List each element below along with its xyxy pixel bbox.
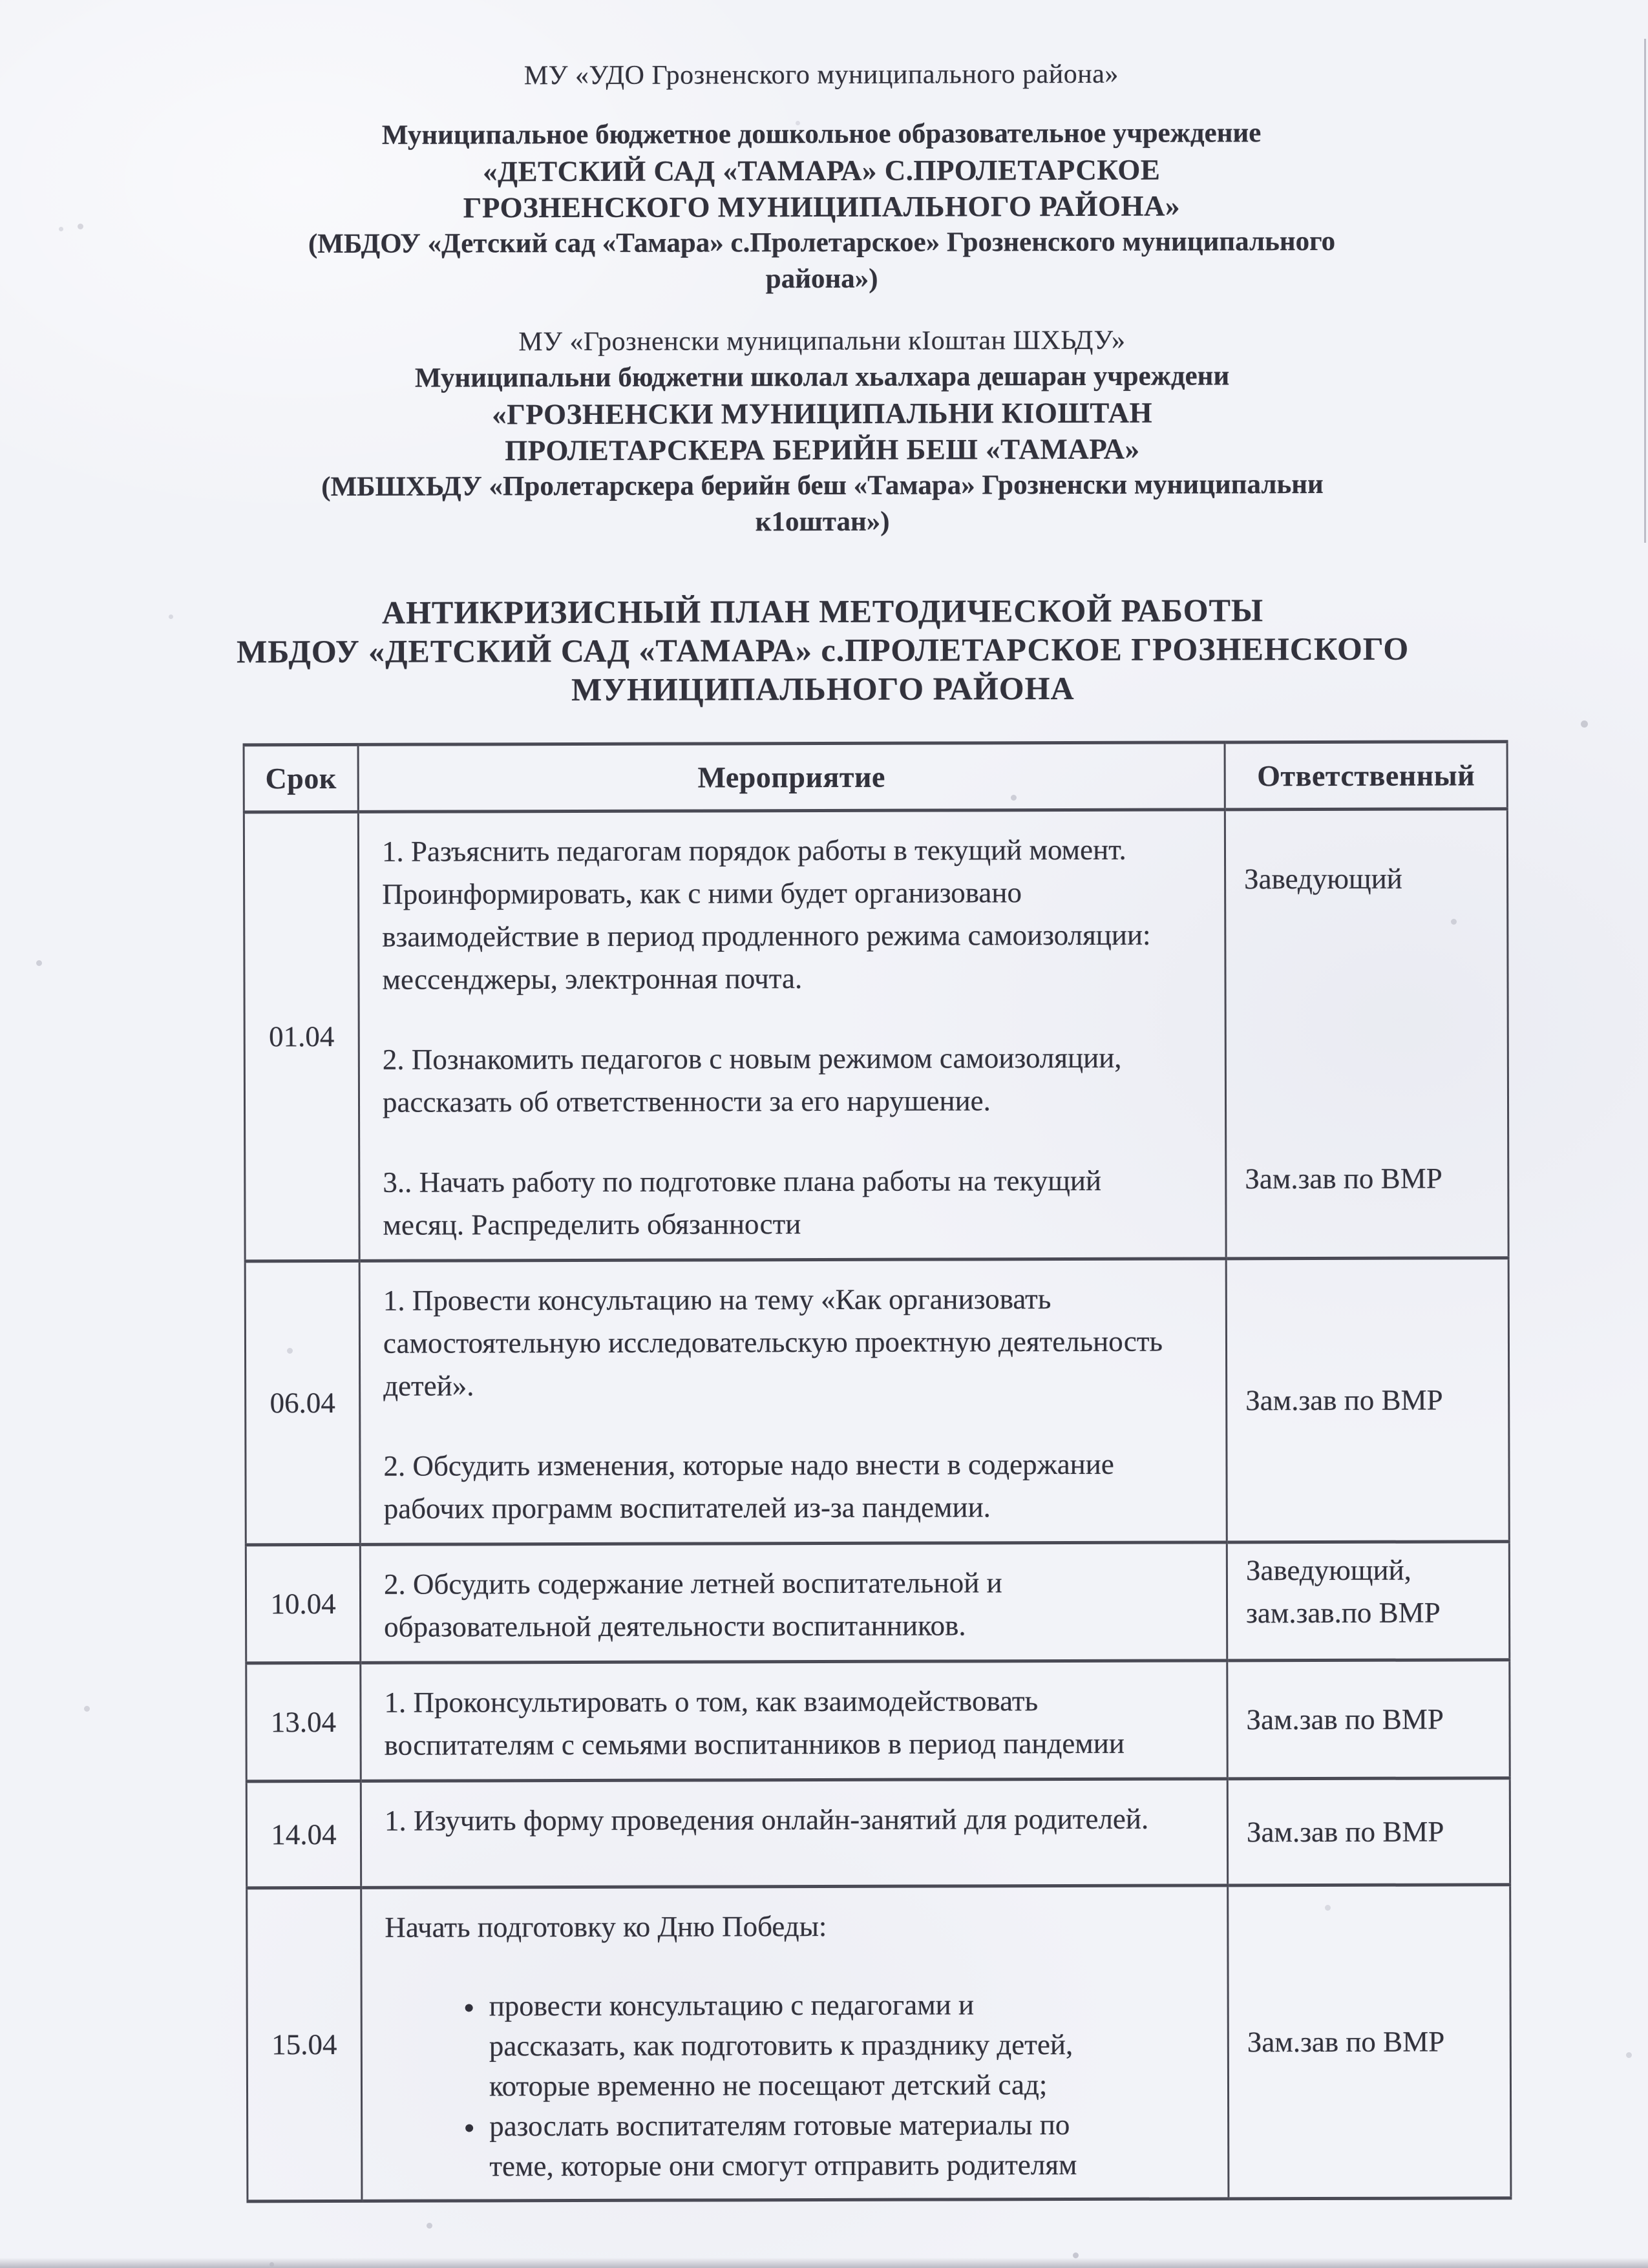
- title-line-3: МУНИЦИПАЛЬНОГО РАЙОНА: [571, 669, 1075, 708]
- activity-item: 1. Провести консультацию на тему «Как организовать самостоятельную исследовательскую проектную деятельность детей».: [383, 1283, 1163, 1402]
- org-name-caps-2: ГРОЗНЕНСКОГО МУНИЦИПАЛЬНОГО РАЙОНА»: [463, 189, 1181, 224]
- date-cell: 10.04: [246, 1544, 360, 1663]
- date-cell: 15.04: [247, 1887, 362, 2201]
- title-line-2: МБДОУ «ДЕТСКИЙ САД «ТАМАРА» с.ПРОЛЕТАРСКОЕ ГРОЗНЕНСКОГО: [237, 630, 1410, 670]
- responsible-cell: [1227, 1660, 1510, 1779]
- table-header-row: [244, 742, 1507, 812]
- activity-item: 2. Познакомить педагогов с новым режимом самоизоляции, рассказать об ответственности за его нарушение.: [382, 1041, 1122, 1118]
- activity-cell: [361, 1779, 1227, 1888]
- activity-item: 3.. Начать работу по подготовке плана работы на текущий месяц. Распределить обязанности: [383, 1164, 1102, 1241]
- responsible-cell: [1227, 1542, 1509, 1661]
- responsible-cell: [1225, 809, 1508, 1259]
- table-row: [246, 1660, 1510, 1781]
- table-row: [245, 1258, 1509, 1545]
- org-name-caps-1-che: «ГРОЗНЕНСКИ МУНИЦИПАЛЬНИ КIОШТАН: [492, 396, 1153, 431]
- date-cell: 14.04: [246, 1781, 361, 1887]
- column-header-activity: Мероприятие: [358, 742, 1225, 812]
- responsible-name: Зам.зав по ВМР: [1245, 1383, 1443, 1417]
- activity-bullet: • провести консультацию с педагогами и рассказать, как подготовить к празднику детей, которые временно не посещают детский сад;: [485, 1984, 1110, 2106]
- responsible-name: зам.зав.по ВМР: [1246, 1596, 1441, 1630]
- responsible-name: Зам.зав по ВМР: [1246, 1703, 1444, 1736]
- responsible-name: Заведующий: [1244, 862, 1402, 896]
- column-header-date: Срок: [244, 744, 358, 812]
- scan-bottom-edge-shadow: [0, 2258, 1648, 2268]
- date-cell: 13.04: [246, 1663, 361, 1781]
- date-cell: 06.04: [245, 1261, 360, 1544]
- org-name-abbrev-che: (МБШХЬДУ «Пролетарскера берийн беш «Тамара» Грозненски муниципальни к1оштан»): [321, 468, 1324, 538]
- activity-bullet-list: [385, 1984, 1170, 2187]
- activity-item: 1. Разъяснить педагогам порядок работы в текущий момент. Проинформировать, как с ними будет организовано взаимодействие в период продленного режима самоизоляции: мессенджеры, электронная почта.: [381, 833, 1151, 996]
- table-row: [244, 809, 1508, 1261]
- responsible-cell: [1228, 1885, 1511, 2199]
- table-row: [246, 1542, 1509, 1663]
- activity-item: 2. Обсудить содержание летней воспитательной и образовательной деятельности воспитанников.: [383, 1566, 1002, 1643]
- table-row: [247, 1885, 1511, 2201]
- org-header-russian: [0, 55, 1646, 300]
- activity-cell: [360, 1542, 1227, 1663]
- responsible-name: Зам.зав по ВМР: [1246, 1815, 1444, 1849]
- activity-intro: Начать подготовку ко Дню Победы:: [385, 1909, 827, 1944]
- activity-cell: [359, 1259, 1227, 1545]
- title-line-1: АНТИКРИЗИСНЫЙ ПЛАН МЕТОДИЧЕСКОЙ РАБОТЫ: [381, 592, 1264, 631]
- org-name-type: Муниципальное бюджетное дошкольное образовательное учреждение: [381, 118, 1262, 151]
- activity-cell: [361, 1661, 1227, 1781]
- responsible-name: Заведующий,: [1245, 1553, 1411, 1587]
- activity-item: 1. Проконсультировать о том, как взаимодействовать воспитателям с семьями воспитанников в период пандемии: [384, 1685, 1125, 1761]
- date-cell: 01.04: [244, 812, 359, 1261]
- responsible-name: Зам.зав по ВМР: [1245, 1162, 1442, 1195]
- org-name-abbrev: (МБДОУ «Детский сад «Тамара» с.Пролетарское» Грозненского муниципального района»): [308, 226, 1336, 295]
- responsible-cell: [1226, 1258, 1509, 1542]
- org-name-parent: МУ «УДО Грозненского муниципального района»: [523, 59, 1119, 91]
- activity-bullet: • разослать воспитателям готовые материалы по теме, которые они смогут отправить родителям: [485, 2105, 1110, 2187]
- responsible-cell: [1227, 1778, 1510, 1885]
- org-header-chechen: [0, 321, 1647, 543]
- table-row: [246, 1778, 1510, 1888]
- activity-cell: [358, 810, 1226, 1261]
- org-name-parent-che: МУ «Грозненски муниципальни кIоштан ШХЬДУ»: [518, 325, 1126, 357]
- activity-item: 1. Изучить форму проведения онлайн-занятий для родителей.: [384, 1802, 1149, 1837]
- org-name-caps-2-che: ПРОЛЕТАРСКЕРА БЕРИЙН БЕШ «ТАМАРА»: [505, 432, 1140, 467]
- plan-table: [243, 740, 1512, 2203]
- org-name-type-che: Муниципальни бюджетни школал хьалхара дешаран учреждени: [414, 361, 1230, 394]
- org-name-caps-1: «ДЕТСКИЙ САД «ТАМАРА» С.ПРОЛЕТАРСКОЕ: [483, 153, 1161, 188]
- activity-cell: [361, 1885, 1229, 2201]
- document-title: [0, 590, 1647, 711]
- activity-item: 2. Обсудить изменения, которые надо внести в содержание рабочих программ воспитателей из-за пандемии.: [383, 1447, 1114, 1525]
- responsible-name: Зам.зав по ВМР: [1247, 2025, 1445, 2059]
- column-header-responsible: Ответственный: [1225, 742, 1507, 810]
